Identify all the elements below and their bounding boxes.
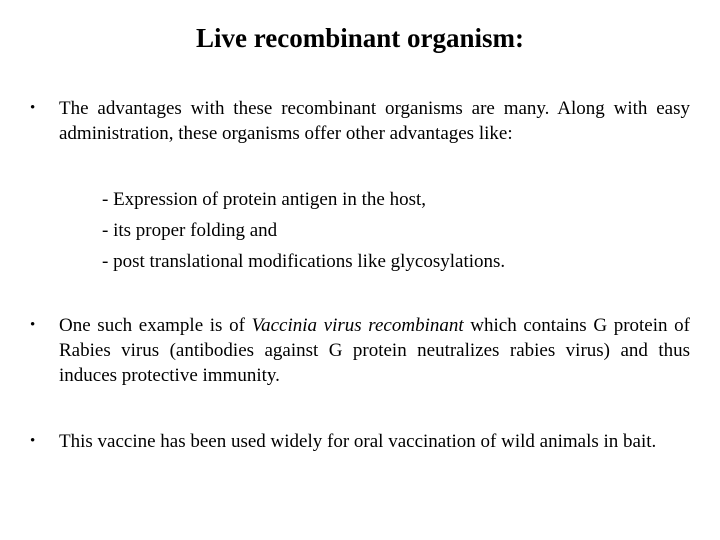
advantages-sublist (102, 184, 662, 277)
sublist-item-modifications: - post translational modifications like glycosylations. (102, 251, 506, 272)
bullet-dot-icon: • (30, 317, 36, 333)
bullet-text: This vaccine has been used widely for oral vaccination of wild animals in bait. (59, 431, 657, 452)
sublist-item-expression: - Expression of protein antigen in the host, (102, 189, 426, 210)
bullet-text: The advantages with these recombinant organisms are many. Along with easy administration, these organisms offer other advantages like: (59, 98, 690, 144)
bullet-dot-icon: • (30, 433, 36, 449)
bullet-text-before: One such example is of (59, 315, 252, 336)
bullet-oral-vaccination (30, 429, 690, 454)
slide-title: Live recombinant organism: (196, 23, 524, 53)
sublist-item-folding: - its proper folding and (102, 220, 278, 241)
bullet-advantages (30, 96, 690, 146)
bullet-text-italic: Vaccinia virus recombinant (251, 315, 464, 336)
bullet-dot-icon: • (30, 100, 36, 116)
bullet-example (30, 313, 690, 388)
bullet-text-after: which contains G protein of Rabies virus (antibodies against G protein neutralizes rabies virus) and thus induces protective immunity. (59, 315, 690, 386)
